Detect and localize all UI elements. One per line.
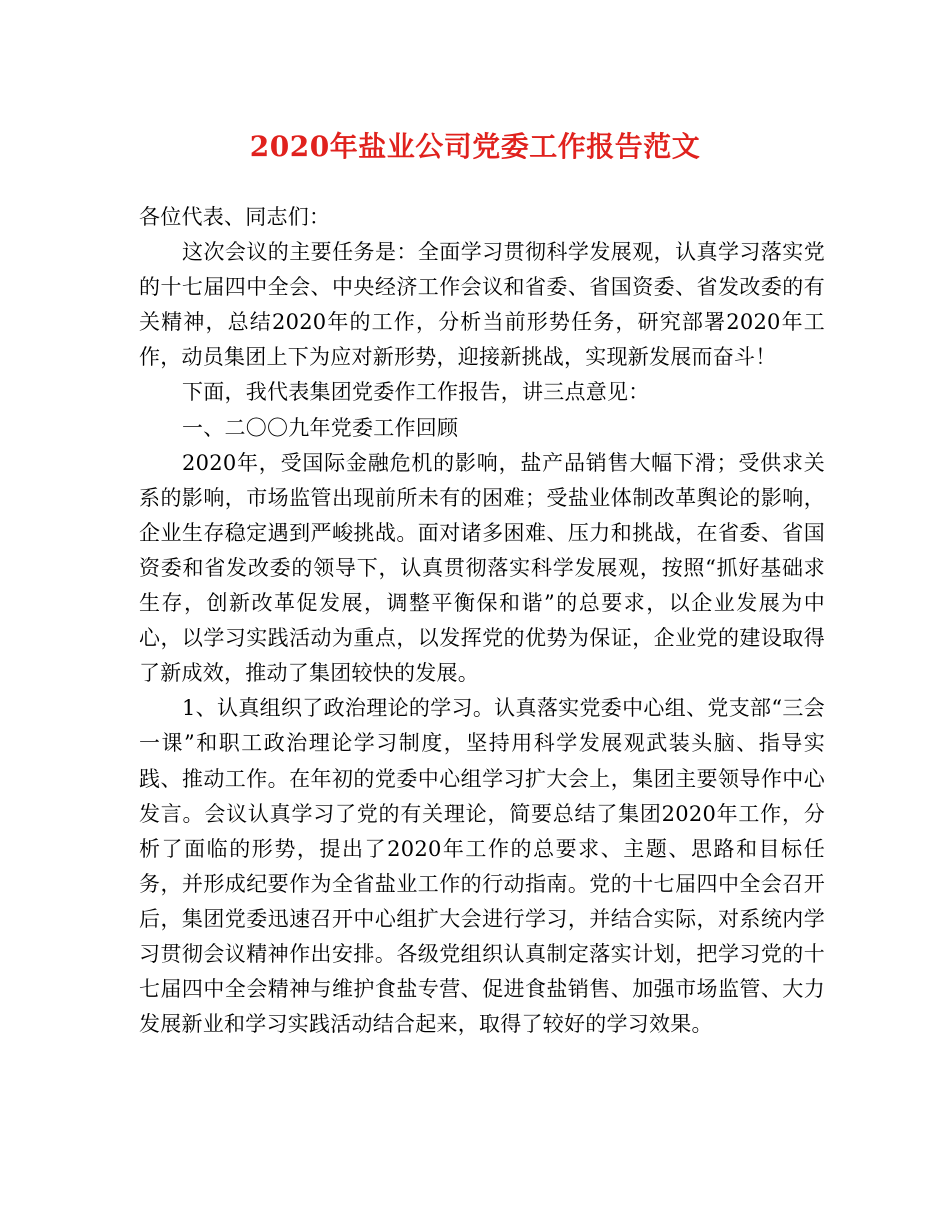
document-body (139, 200, 825, 1042)
section-heading: 一、二〇〇九年党委工作回顾 (182, 415, 459, 440)
item-paragraph: 1、认真组织了政治理论的学习。认真落实党委中心组、党支部“三会一课”和职工政治理论学习制度，坚持用科学发展观武装头脑、指导实践、推动工作。在年初的党委中心组学习扩大会上，集团主要领导作中心发言。会议认真学习了党的有关理论，简要总结了集团2020年工作，分析了面临的形势，提出了2020年工作的总要求、主题、思路和目标任务，并形成纪要作为全省盐业工作的行动指南。党的十七届四中全会召开后，集团党委迅速召开中心组扩大会进行学习，并结合实际，对系统内学习贯彻会议精神作出安排。各级党组织认真制定落实计划，把学习党的十七届四中全会精神与维护食盐专营、促进食盐销售、加强市场监管、大力发展新业和学习实践活动结合起来，取得了较好的学习效果。 (139, 696, 825, 1037)
salutation-paragraph: 各位代表、同志们： (139, 205, 331, 229)
outline-paragraph: 下面，我代表集团党委作工作报告，讲三点意见： (182, 380, 650, 405)
document-title: 2020年盐业公司党委工作报告范文 (249, 130, 701, 163)
section-overview-paragraph: 2020年，受国际金融危机的影响，盐产品销售大幅下滑；受供求关系的影响，市场监管出现前所未有的困难；受盐业体制改革舆论的影响，企业生存稳定遇到严峻挑战。面对诸多困难、压力和挑战，在省委、省国资委和省发改委的领导下，认真贯彻落实科学发展观，按照“抓好基础求生存，创新改革促发展，调整平衡保和谐”的总要求，以企业发展为中心，以学习实践活动为重点，以发挥党的优势为保证，企业党的建设取得了新成效，推动了集团较快的发展。 (139, 450, 825, 686)
intro-paragraph: 这次会议的主要任务是：全面学习贯彻科学发展观，认真学习落实党的十七届四中全会、中央经济工作会议和省委、省国资委、省发改委的有关精神，总结2020年的工作，分析当前形势任务，研究部署2020年工作，动员集团上下为应对新形势，迎接新挑战，实现新发展而奋斗！ (139, 240, 825, 370)
